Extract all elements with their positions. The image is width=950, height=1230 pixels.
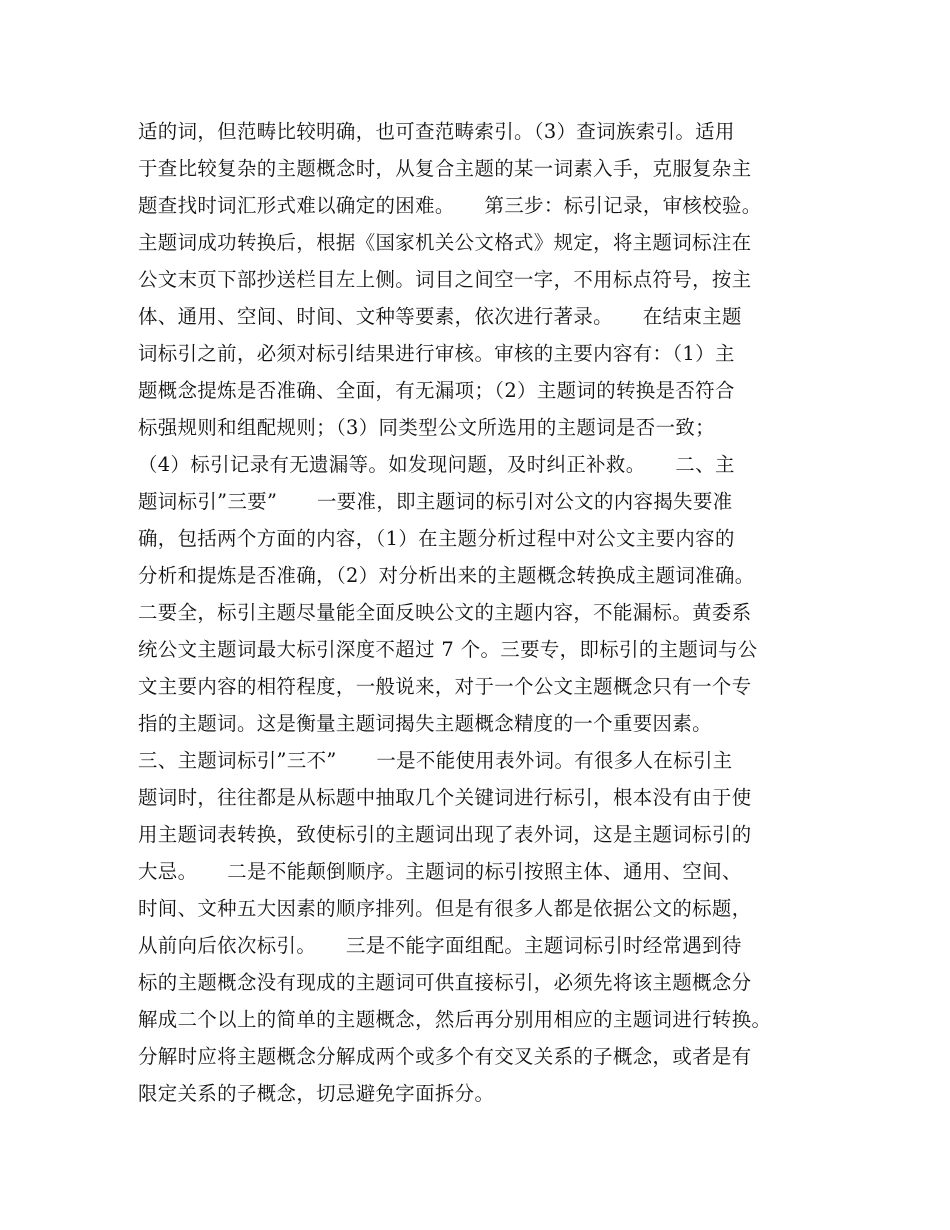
- text-line: 从前向后依次标引。 三是不能字面组配。主题词标引时经常遇到待: [138, 934, 742, 957]
- text-line: 题词标引”三要” 一要准，即主题词的标引对公文的内容揭失要准: [138, 490, 733, 513]
- text-line: 适的词，但范畴比较明确，也可查范畴索引。（3）查词族索引。适用: [138, 120, 735, 143]
- text-line: 主题词成功转换后，根据《国家机关公文格式》规定，将主题词标注在: [138, 231, 752, 254]
- text-line: 用主题词表转换，致使标引的主题词出现了表外词，这是主题词标引的: [138, 823, 752, 846]
- text-line: 统公文主题词最大标引深度不超过 7 个。三要专，即标引的主题词与公: [138, 638, 758, 661]
- text-line: 题概念提炼是否准确、全面，有无漏项；（2）主题词的转换是否符合: [138, 379, 735, 402]
- text-line: 指的主题词。这是衡量主题词揭失主题概念精度的一个重要因素。: [138, 712, 712, 735]
- text-line: 标强规则和组配规则；（3）同类型公文所选用的主题词是否一致；: [138, 416, 715, 439]
- text-line: 三、主题词标引”三不” 一是不能使用表外词。有很多人在标引主: [138, 749, 733, 772]
- text-line: 体、通用、空间、时间、文种等要素，依次进行著录。 在结束主题: [138, 305, 742, 328]
- text-line: 二要全，标引主题尽量能全面反映公文的主题内容，不能漏标。黄委系: [138, 601, 752, 624]
- text-line: 确，包括两个方面的内容，（1）在主题分析过程中对公文主要内容的: [138, 527, 735, 550]
- text-line: 时间、文种五大因素的顺序排列。但是有很多人都是依据公文的标题，: [138, 897, 752, 920]
- text-line: 解成二个以上的简单的主题概念，然后再分别用相应的主题词进行转换。: [138, 1008, 772, 1031]
- text-line: 词标引之前，必须对标引结果进行审核。审核的主要内容有：（1）主: [138, 342, 735, 365]
- text-line: 分析和提炼是否准确，（2）对分析出来的主题概念转换成主题词准确。: [138, 564, 755, 587]
- text-line: 于查比较复杂的主题概念时，从复合主题的某一词素入手，克服复杂主: [138, 157, 752, 180]
- text-line: 题查找时词汇形式难以确定的困难。 第三步：标引记录，审核校验。: [138, 194, 762, 217]
- body-text: [138, 113, 828, 1112]
- text-line: （4）标引记录有无遗漏等。如发现问题，及时纠正补救。 二、主: [138, 453, 735, 476]
- text-line: 大忌。 二是不能颠倒顺序。主题词的标引按照主体、通用、空间、: [138, 860, 742, 883]
- text-line: 分解时应将主题概念分解成两个或多个有交叉关系的子概念，或者是有: [138, 1045, 752, 1068]
- text-line: 标的主题概念没有现成的主题词可供直接标引，必须先将该主题概念分: [138, 971, 752, 994]
- text-line: 公文末页下部抄送栏目左上侧。词目之间空一字，不用标点符号，按主: [138, 268, 752, 291]
- text-line: 限定关系的子概念，切忌避免字面拆分。: [138, 1082, 495, 1105]
- text-line: 文主要内容的相符程度，一般说来，对于一个公文主题概念只有一个专: [138, 675, 752, 698]
- text-line: 题词时，往往都是从标题中抽取几个关键词进行标引，根本没有由于使: [138, 786, 752, 809]
